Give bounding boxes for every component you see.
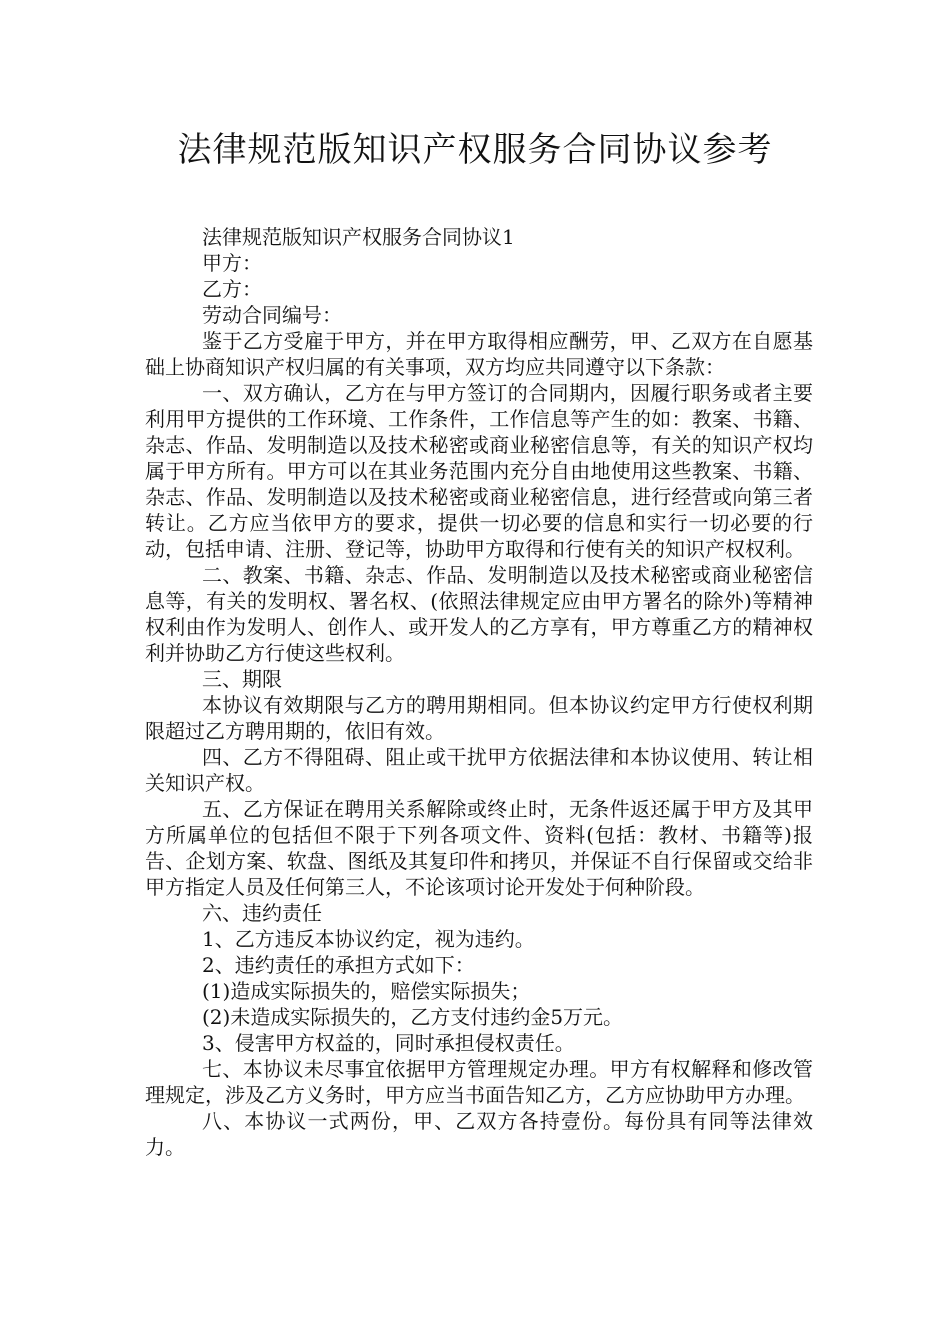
clause-6-item-1: 1、乙方违反本协议约定，视为违约。: [202, 927, 535, 951]
document-title: 法律规范版知识产权服务合同协议参考: [177, 130, 773, 170]
clause-7: 七、本协议未尽事宜依据甲方管理规定办理。甲方有权解释和修改管理规定，涉及乙方义务时，甲方应当书面告知乙方，乙方应协助甲方办理。: [145, 1057, 813, 1107]
preamble-paragraph: 鉴于乙方受雇于甲方，并在甲方取得相应酬劳，甲、乙双方在自愿基础上协商知识产权归属的有关事项，双方均应共同遵守以下条款：: [145, 329, 813, 379]
clause-6-item-3: 3、侵害甲方权益的，同时承担侵权责任。: [202, 1031, 575, 1055]
clause-3-body: 本协议有效期限与乙方的聘用期相同。但本协议约定甲方行使权利期限超过乙方聘用期的，依旧有效。: [145, 693, 813, 743]
clause-6-subitem-1: (1)造成实际损失的，赔偿实际损失；: [202, 979, 531, 1003]
party-b-line: 乙方：: [202, 277, 262, 301]
clause-1: 一、双方确认，乙方在与甲方签订的合同期内，因履行职务或者主要利用甲方提供的工作环境、工作条件，工作信息等产生的如：教案、书籍、杂志、作品、发明制造以及技术秘密或商业秘密信息等，有关的知识产权均属于甲方所有。甲方可以在其业务范围内充分自由地使用这些教案、书籍、杂志、作品、发明制造以及技术秘密或商业秘密信息，进行经营或向第三者转让。乙方应当依甲方的要求，提供一切必要的信息和实行一切必要的行动，包括申请、注册、登记等，协助甲方取得和行使有关的知识产权权利。: [145, 381, 813, 561]
contract-number-line: 劳动合同编号：: [202, 303, 342, 327]
contract-heading: 法律规范版知识产权服务合同协议1: [202, 225, 515, 249]
clause-8: 八、本协议一式两份，甲、乙双方各持壹份。每份具有同等法律效力。: [145, 1109, 813, 1159]
clause-6-subitem-2: (2)未造成实际损失的，乙方支付违约金5万元。: [202, 1005, 624, 1029]
document-body: [145, 224, 813, 1160]
clause-6-item-2: 2、违约责任的承担方式如下：: [202, 953, 475, 977]
clause-4: 四、乙方不得阻碍、阻止或干扰甲方依据法律和本协议使用、转让相关知识产权。: [145, 745, 813, 795]
clause-3-heading: 三、期限: [202, 667, 282, 691]
clause-6-heading: 六、违约责任: [202, 901, 322, 925]
party-a-line: 甲方：: [202, 251, 262, 275]
clause-5: 五、乙方保证在聘用关系解除或终止时，无条件返还属于甲方及其甲方所属单位的包括但不限于下列各项文件、资料(包括：教材、书籍等)报告、企划方案、软盘、图纸及其复印件和拷贝，并保证不自行保留或交给非甲方指定人员及任何第三人，不论该项讨论开发处于何种阶段。: [145, 797, 813, 899]
clause-2: 二、教案、书籍、杂志、作品、发明制造以及技术秘密或商业秘密信息等，有关的发明权、署名权、(依照法律规定应由甲方署名的除外)等精神权利由作为发明人、创作人、或开发人的乙方享有，甲方尊重乙方的精神权利并协助乙方行使这些权利。: [145, 563, 813, 665]
